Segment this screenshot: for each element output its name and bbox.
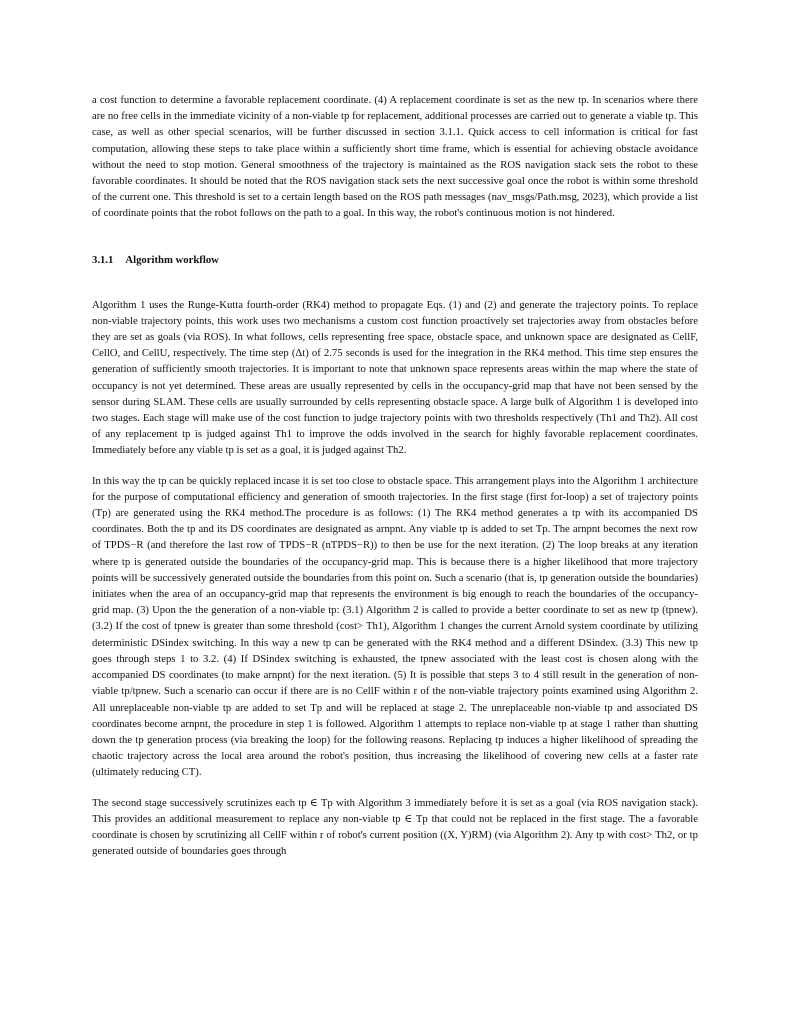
section-number: 3.1.1 — [92, 253, 114, 266]
paragraph-intro: a cost function to determine a favorable replacement coordinate. (4) A replacement coordinate is set as the new tp. In scenarios where there are no free cells in the immediate vicinity of a non-viable tp for replacement, additional processes are carried out to generate a viable tp. This case, as well as other special scenarios, will be further discussed in section 3.1.1. Quick access to cell information is critical for fast computation, allowing these steps to take place within a sufficiently short time frame, which is essential for achieving obstacle avoidance without the need to stop motion. General smoothness of the trajectory is maintained as the ROS navigation stack sets the robot to these favorable coordinates. It should be noted that the ROS navigation stack sets the next successive goal once the robot is within some threshold of the current one. This threshold is set to a certain length based on the ROS path messages (nav_msgs/Path.msg, 2023), which provide a list of coordinate points that the robot follows on the path to a goal. In this way, the robot's continuous motion is not hindered. — [92, 94, 698, 220]
document-page — [92, 92, 698, 859]
paragraph-gap — [92, 459, 698, 473]
section-title: Algorithm workflow — [125, 253, 219, 266]
section-heading — [92, 252, 698, 268]
paragraph-stage-one: In this way the tp can be quickly replaced incase it is set too close to obstacle space. This arrangement plays into the Algorithm 1 architecture for the purpose of computational efficiency and generation of smooth trajectories. In the first stage (first for-loop) a set of trajectory points (Tp) are generated using the RK4 method.The procedure is as follows: (1) The RK4 method generates a tp with its accompanied DS coordinates. Both the tp and its DS coordinates are designated as arnpnt. Any viable tp is added to set Tp. The arnpnt becomes the next row of TPDS−R (and therefore the last row of TPDS−R (nTPDS−R)) to then be use for the next iteration. (2) The loop breaks at any iteration where tp is generated outside the boundaries of the occupancy-grid map. This is because there is a higher likelihood that more trajectory points will be successively generated outside the boundaries from this point on. Such a scenario (that is, tp generation outside the boundaries) initiates when the area of an occupancy-grid map that represents the environment is big enough to reach the boundaries of the occupancy-grid map. (3) Upon the the generation of a non-viable tp: (3.1) Algorithm 2 is called to provide a better coordinate to set as new tp (tpnew). (3.2) If the cost of tpnew is greater than some threshold (cost> Th1), Algorithm 1 changes the current Arnold system coordinate by utilizing deterministic DSindex switching. In this way a new tp can be generated with the RK4 method and a different DSindex. (3.3) This new tp goes through steps 1 to 3.2. (4) If DSindex switching is exhausted, the tpnew associated with the least cost is chosen along with the accompanied DS coordinates (to make arnpnt) for the next iteration. (5) It is possible that steps 3 to 4 still result in the generation of non-viable tp/tpnew. Such a scenario can occur if there are is no CellF within r of the non-viable trajectory points examined using Algorithm 2. All unreplaceable non-viable tp are added to set Tp and will be replaced at stage 2. The unreplaceable non-viable tp and associated DS coordinates become arnpnt, the procedure in step 1 is followed. Algorithm 1 attempts to replace non-viable tp at stage 1 rather than shutting down the tp generation process (via breaking the loop) for the following reasons. Replacing tp induces a higher likelihood of spreading the chaotic trajectory across the local area around the robot's position, thus increasing the likelihood of covering new cells at a faster rate (ultimately reducing CT). — [92, 474, 698, 779]
paragraph-algorithm-overview: Algorithm 1 uses the Runge-Kutta fourth-order (RK4) method to propagate Eqs. (1) and (2) and generate the trajectory points. To replace non-viable trajectory points, this work uses two mechanisms a custom cost function proactively set trajectories away from obstacles before they are set as goals (via ROS). In what follows, cells representing free space, obstacle space, and unknown space are designated as CellF, CellO, and CellU, respectively. The time step (Δt) of 2.75 seconds is used for the integration in the RK4 method. This time step ensures the generation of sufficiently smooth trajectories. It is important to note that unknown space represents areas within the map where the state of occupancy is not yet determined. These areas are usually represented by cells in the occupancy-grid map that have not been sensed by the sensor during SLAM. These cells are usually surrounded by cells representing obstacle space. A large bulk of Algorithm 1 is developed into two stages. Each stage will make use of the cost function to judge trajectory points with two thresholds respectively (Th1 and Th2). All cost of any replacement tp is judged against Th1 to improve the odds involved in the search for highly favorable replacement coordinates. Immediately before any viable tp is set as a goal, it is judged against Th2. — [92, 298, 698, 457]
paragraph-stage-two: The second stage successively scrutinizes each tp ∈ Tp with Algorithm 3 immediately before it is set as a goal (via ROS navigation stack). This provides an additional measurement to replace any non-viable tp ∈ Tp that could not be replaced in the first stage. The a favorable coordinate is chosen by scrutinizing all CellF within r of robot's current position ((X, Y)RM) (via Algorithm 2). Any tp with cost> Th2, or tp generated outside of boundaries goes through — [92, 796, 698, 858]
paragraph-gap — [92, 781, 698, 795]
